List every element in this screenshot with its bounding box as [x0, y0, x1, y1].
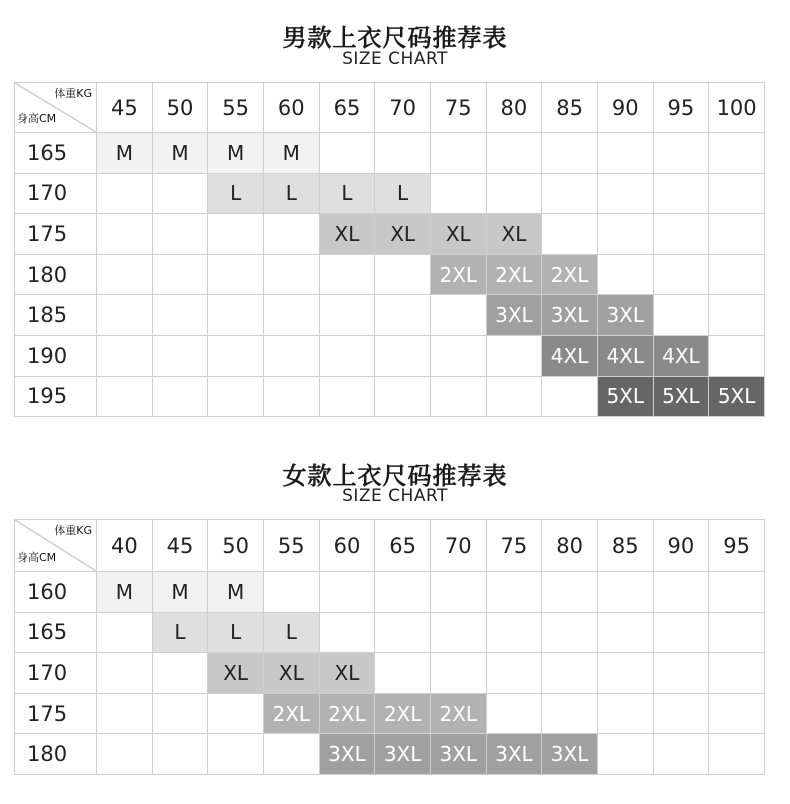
empty-cell [97, 214, 153, 255]
empty-cell [597, 254, 653, 295]
empty-cell [208, 254, 264, 295]
weight-header: 55 [208, 83, 264, 133]
women-chart-subtitle: SIZE CHART [342, 486, 448, 506]
empty-cell [375, 653, 431, 694]
size-cell: 4XL [542, 335, 598, 376]
weight-header: 60 [263, 83, 319, 133]
empty-cell [542, 214, 598, 255]
table-row [15, 376, 765, 417]
empty-cell [709, 133, 765, 174]
empty-cell [486, 133, 542, 174]
empty-cell [653, 214, 709, 255]
empty-cell [263, 254, 319, 295]
size-cell: 2XL [430, 254, 486, 295]
height-header: 190 [15, 335, 97, 376]
size-cell: M [97, 133, 153, 174]
size-cell: 2XL [319, 693, 375, 734]
weight-header: 50 [208, 520, 264, 572]
height-header: 160 [15, 572, 97, 613]
weight-header: 65 [375, 520, 431, 572]
empty-cell [97, 254, 153, 295]
weight-header: 45 [97, 83, 153, 133]
women-size-table [14, 519, 765, 775]
size-cell: 5XL [709, 376, 765, 417]
empty-cell [597, 173, 653, 214]
table-row [15, 734, 765, 775]
size-cell: 2XL [486, 254, 542, 295]
empty-cell [208, 693, 264, 734]
size-cell: XL [263, 653, 319, 694]
empty-cell [653, 254, 709, 295]
empty-cell [653, 572, 709, 613]
empty-cell [709, 335, 765, 376]
size-cell: XL [375, 214, 431, 255]
empty-cell [430, 173, 486, 214]
empty-cell [430, 612, 486, 653]
empty-cell [97, 693, 153, 734]
size-cell: L [375, 173, 431, 214]
empty-cell [486, 173, 542, 214]
empty-cell [152, 214, 208, 255]
table-row [15, 572, 765, 613]
table-row [15, 295, 765, 336]
table-row [15, 693, 765, 734]
empty-cell [208, 335, 264, 376]
table-row [15, 214, 765, 255]
weight-header: 65 [319, 83, 375, 133]
height-header: 175 [15, 693, 97, 734]
empty-cell [263, 335, 319, 376]
empty-cell [597, 693, 653, 734]
empty-cell [97, 295, 153, 336]
empty-cell [486, 693, 542, 734]
empty-cell [653, 653, 709, 694]
table-row [15, 173, 765, 214]
table-row [15, 133, 765, 174]
size-cell: 3XL [375, 734, 431, 775]
empty-cell [709, 693, 765, 734]
size-cell: 4XL [597, 335, 653, 376]
empty-cell [709, 214, 765, 255]
empty-cell [709, 254, 765, 295]
weight-axis-label: 体重KG [54, 87, 92, 100]
empty-cell [97, 612, 153, 653]
men-size-table [14, 82, 765, 417]
empty-cell [375, 335, 431, 376]
weight-header: 85 [597, 520, 653, 572]
size-cell: 2XL [430, 693, 486, 734]
size-cell: 4XL [653, 335, 709, 376]
table-row [15, 653, 765, 694]
weight-header: 100 [709, 83, 765, 133]
size-cell: 5XL [653, 376, 709, 417]
size-cell: L [208, 173, 264, 214]
empty-cell [375, 572, 431, 613]
table-row [15, 254, 765, 295]
empty-cell [97, 335, 153, 376]
size-cell: M [263, 133, 319, 174]
size-cell: 2XL [375, 693, 431, 734]
size-cell: L [319, 173, 375, 214]
size-cell: XL [319, 214, 375, 255]
weight-header: 75 [486, 520, 542, 572]
size-cell: 3XL [486, 295, 542, 336]
height-header: 185 [15, 295, 97, 336]
size-cell: M [152, 133, 208, 174]
size-cell: M [152, 572, 208, 613]
empty-cell [430, 295, 486, 336]
empty-cell [152, 693, 208, 734]
empty-cell [709, 734, 765, 775]
weight-header: 95 [653, 83, 709, 133]
empty-cell [319, 612, 375, 653]
weight-header: 45 [152, 520, 208, 572]
size-cell: L [263, 612, 319, 653]
men-chart-title: 男款上衣尺码推荐表 [282, 24, 508, 52]
weight-header: 60 [319, 520, 375, 572]
height-header: 180 [15, 734, 97, 775]
empty-cell [208, 376, 264, 417]
size-cell: 2XL [542, 254, 598, 295]
size-cell: 2XL [263, 693, 319, 734]
empty-cell [430, 572, 486, 613]
size-cell: 5XL [597, 376, 653, 417]
empty-cell [542, 133, 598, 174]
size-cell: 3XL [430, 734, 486, 775]
empty-cell [263, 734, 319, 775]
empty-cell [486, 572, 542, 613]
empty-cell [152, 376, 208, 417]
empty-cell [319, 133, 375, 174]
empty-cell [486, 612, 542, 653]
empty-cell [97, 376, 153, 417]
empty-cell [430, 335, 486, 376]
empty-cell [375, 295, 431, 336]
empty-cell [597, 734, 653, 775]
weight-header: 95 [709, 520, 765, 572]
table-row [15, 335, 765, 376]
weight-header: 80 [486, 83, 542, 133]
weight-axis-label: 体重KG [54, 524, 92, 537]
empty-cell [486, 653, 542, 694]
men-chart-subtitle: SIZE CHART [342, 49, 448, 69]
height-header: 175 [15, 214, 97, 255]
size-cell: 3XL [542, 295, 598, 336]
height-header: 195 [15, 376, 97, 417]
empty-cell [97, 173, 153, 214]
height-header: 170 [15, 173, 97, 214]
empty-cell [653, 734, 709, 775]
empty-cell [542, 693, 598, 734]
size-cell: 3XL [542, 734, 598, 775]
empty-cell [263, 214, 319, 255]
height-header: 180 [15, 254, 97, 295]
empty-cell [152, 335, 208, 376]
empty-cell [430, 376, 486, 417]
corner-cell [15, 83, 97, 133]
header-row [15, 520, 765, 572]
empty-cell [709, 173, 765, 214]
empty-cell [653, 693, 709, 734]
size-cell: M [97, 572, 153, 613]
size-cell: XL [319, 653, 375, 694]
empty-cell [542, 612, 598, 653]
weight-header: 40 [97, 520, 153, 572]
weight-header: 80 [542, 520, 598, 572]
empty-cell [653, 133, 709, 174]
empty-cell [375, 612, 431, 653]
empty-cell [486, 335, 542, 376]
size-cell: XL [430, 214, 486, 255]
height-header: 170 [15, 653, 97, 694]
size-cell: L [208, 612, 264, 653]
height-axis-label: 身高CM [17, 551, 57, 564]
empty-cell [208, 295, 264, 336]
empty-cell [709, 295, 765, 336]
size-cell: XL [208, 653, 264, 694]
empty-cell [709, 572, 765, 613]
empty-cell [375, 133, 431, 174]
empty-cell [597, 612, 653, 653]
weight-header: 85 [542, 83, 598, 133]
empty-cell [542, 653, 598, 694]
empty-cell [152, 173, 208, 214]
empty-cell [597, 214, 653, 255]
empty-cell [542, 173, 598, 214]
table-row [15, 612, 765, 653]
height-header: 165 [15, 133, 97, 174]
header-row [15, 83, 765, 133]
empty-cell [709, 653, 765, 694]
empty-cell [597, 133, 653, 174]
empty-cell [430, 133, 486, 174]
empty-cell [597, 653, 653, 694]
empty-cell [152, 653, 208, 694]
empty-cell [319, 295, 375, 336]
empty-cell [542, 376, 598, 417]
empty-cell [263, 572, 319, 613]
size-cell: L [152, 612, 208, 653]
size-cell: 3XL [486, 734, 542, 775]
empty-cell [430, 653, 486, 694]
weight-header: 50 [152, 83, 208, 133]
empty-cell [208, 734, 264, 775]
size-cell: M [208, 133, 264, 174]
empty-cell [208, 214, 264, 255]
women-chart-title: 女款上衣尺码推荐表 [282, 462, 508, 490]
empty-cell [486, 376, 542, 417]
empty-cell [653, 612, 709, 653]
empty-cell [152, 734, 208, 775]
empty-cell [152, 295, 208, 336]
empty-cell [542, 572, 598, 613]
weight-header: 90 [653, 520, 709, 572]
empty-cell [152, 254, 208, 295]
weight-header: 75 [430, 83, 486, 133]
size-cell: M [208, 572, 264, 613]
empty-cell [597, 572, 653, 613]
empty-cell [319, 335, 375, 376]
empty-cell [97, 734, 153, 775]
empty-cell [263, 376, 319, 417]
height-header: 165 [15, 612, 97, 653]
weight-header: 55 [263, 520, 319, 572]
size-cell: 3XL [597, 295, 653, 336]
empty-cell [375, 376, 431, 417]
corner-cell [15, 520, 97, 572]
empty-cell [375, 254, 431, 295]
size-cell: XL [486, 214, 542, 255]
weight-header: 70 [375, 83, 431, 133]
empty-cell [319, 376, 375, 417]
empty-cell [709, 612, 765, 653]
empty-cell [319, 572, 375, 613]
height-axis-label: 身高CM [17, 112, 57, 125]
size-cell: L [263, 173, 319, 214]
empty-cell [97, 653, 153, 694]
weight-header: 90 [597, 83, 653, 133]
size-cell: 3XL [319, 734, 375, 775]
empty-cell [263, 295, 319, 336]
empty-cell [653, 173, 709, 214]
weight-header: 70 [430, 520, 486, 572]
empty-cell [653, 295, 709, 336]
empty-cell [319, 254, 375, 295]
